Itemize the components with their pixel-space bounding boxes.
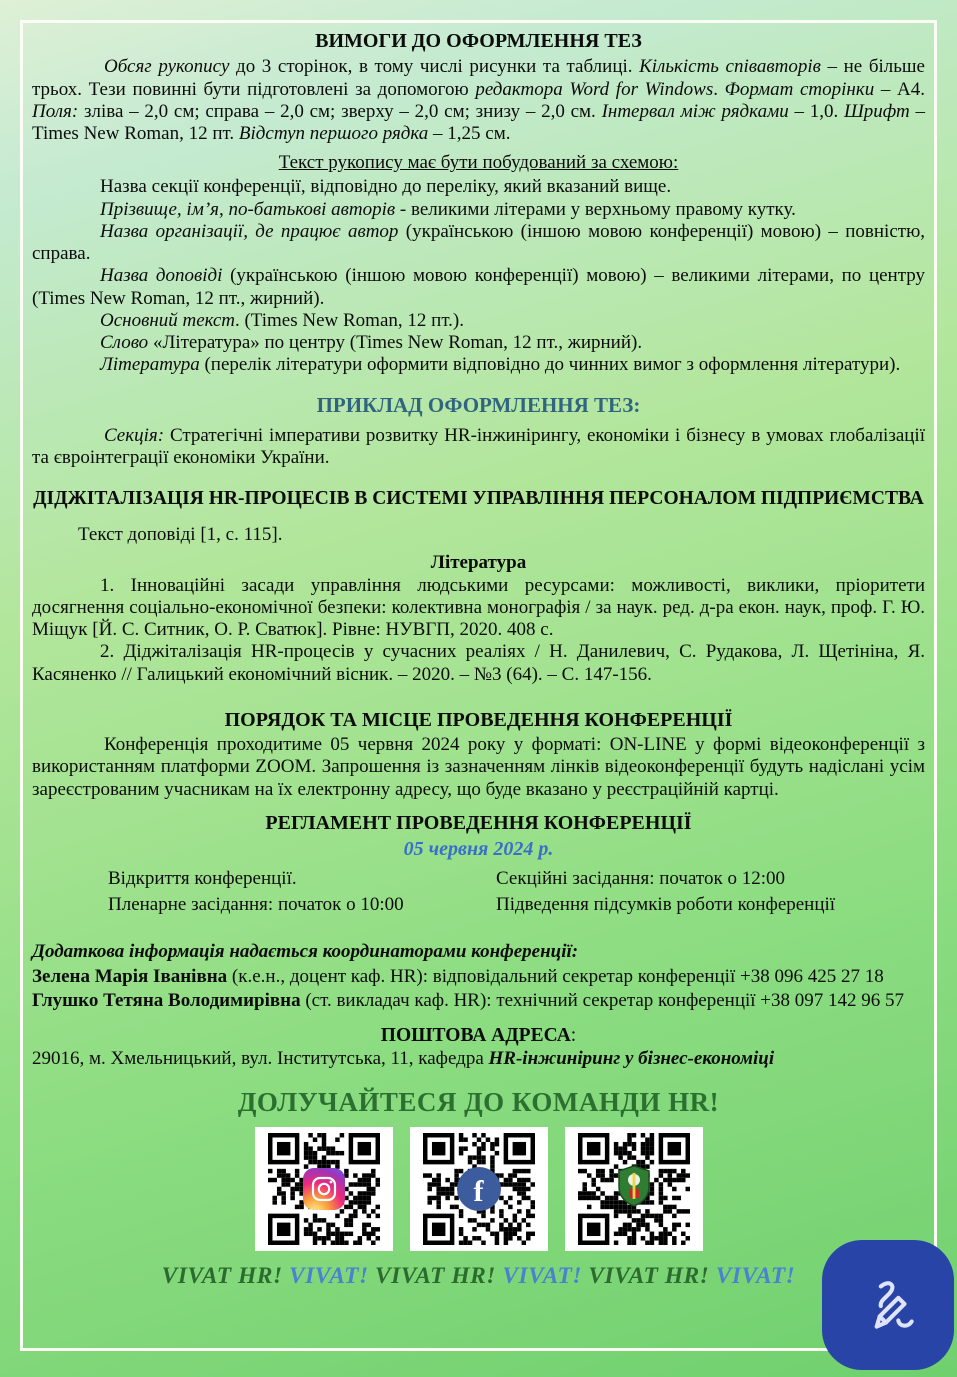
reference-item: 2. Діджіталізація HR-процесів у сучасних реаліях / Н. Данилевич, С. Рудакова, Л. Щетініна, Я. Касяненко // Галицький економічний вісник. – 2020. – №3 (64). – С. 147-156. xyxy=(32,641,925,685)
schedule-grid xyxy=(108,866,925,919)
requirements-intro: Обсяг рукопису до 3 сторінок, в тому числі рисунки та таблиці. Кількість співавторів – не більше трьох. Тези повинні бути підготовлені за допомогою редактора Word for Windows. Формат сторінки – А4. Поля: зліва – 2,0 см; справа – 2,0 см; зверху – 2,0 см; знизу – 2,0 см. Інтервал між рядками – 1,0. Шрифт – Times New Roman, 12 пт. Відступ першого рядка – 1,25 см. xyxy=(32,56,926,145)
example-section-line: Секція: Стратегічні імперативи розвитку HR-інжинірингу, економіки і бізнесу в умовах глобалізації та євроінтеграції економіки України. xyxy=(32,425,925,469)
university-crest-icon xyxy=(616,1165,652,1213)
university-qr-code xyxy=(565,1127,703,1251)
instagram-qr-code xyxy=(255,1127,393,1251)
qr-code-row xyxy=(32,1127,925,1251)
literature-heading: Література xyxy=(430,552,527,574)
venue-body: Конференція проходитиме 05 червня 2024 року у форматі: ON-LINE у формі відеоконференції з використанням платформи ZOOM. Запрошення із зазначенням лінків відеоконференції будуть надіслані усім зареєстрованим учасникам на їх електронну адресу, що буде вказано у реєстраційній картці. xyxy=(32,734,925,800)
signature-pen-icon xyxy=(855,1272,921,1338)
schema-item: Назва доповіді (українською (іншою мовою конференції) мовою) – великими літерами, по центру (Times New Roman, 12 пт., жирний). xyxy=(32,265,925,309)
requirements-title: ВИМОГИ ДО ОФОРМЛЕННЯ ТЕЗ xyxy=(315,30,642,52)
schema-item: Слово «Література» по центру (Times New Roman, 12 пт., жирний). xyxy=(100,332,643,354)
thesis-body-text: Текст доповіді [1, с. 115]. xyxy=(78,524,283,546)
example-heading: ПРИКЛАД ОФОРМЛЕННЯ ТЕЗ: xyxy=(316,393,641,418)
schedule-cell: Відкриття конференції. xyxy=(108,867,297,889)
thesis-title: ДІДЖІТАЛІЗАЦІЯ HR-ПРОЦЕСІВ В СИСТЕМІ УПРАВЛІННЯ ПЕРСОНАЛОМ ПІДПРИЄМСТВА xyxy=(33,488,924,510)
coordinator-line: Зелена Марія Іванівна (к.е.н., доцент каф. HR): відповідальний секретар конференції +38 096 425 27 18 xyxy=(32,965,884,987)
document-content xyxy=(32,30,925,1291)
instagram-icon xyxy=(303,1168,345,1210)
schedule-cell: Пленарне засідання: початок о 10:00 xyxy=(108,894,404,916)
schema-item: Література (перелік літератури оформити відповідно до чинних вимог з оформлення літератури). xyxy=(100,354,901,376)
coordinator-line: Глушко Тетяна Володимирівна (ст. викладач каф. HR): технічний секретар конференції +38 097 142 96 57 xyxy=(32,990,905,1012)
schema-item: Прізвище, ім’я, по-батькові авторів - великими літерами у верхньому правому кутку. xyxy=(100,198,796,220)
schedule-cell: Підведення підсумків роботи конференції xyxy=(496,894,836,916)
edit-signature-button[interactable] xyxy=(822,1240,954,1370)
postal-address: 29016, м. Хмельницький, вул. Інститутська, 11, кафедра HR-інжиніринг у бізнес-економіці xyxy=(32,1047,775,1069)
schedule-cell: Секційні засідання: початок о 12:00 xyxy=(496,867,785,889)
conference-date: 05 червня 2024 р. xyxy=(403,838,554,861)
contacts-heading: Додаткова інформація надається координаторами конференції: xyxy=(32,940,579,962)
facebook-qr-code xyxy=(410,1127,548,1251)
schema-item: Основний текст. (Times New Roman, 12 пт.). xyxy=(100,309,465,331)
facebook-icon: f xyxy=(457,1167,501,1211)
contacts-block xyxy=(32,940,925,1014)
vivat-slogan: VIVAT HR! VIVAT! VIVAT HR! VIVAT! VIVAT HR! VIVAT! xyxy=(161,1263,796,1290)
schema-item: Назва секції конференції, відповідно до переліку, який вказаний вище. xyxy=(100,176,672,198)
venue-heading: ПОРЯДОК ТА МІСЦЕ ПРОВЕДЕННЯ КОНФЕРЕНЦІЇ xyxy=(224,708,733,731)
schedule-heading: РЕГЛАМЕНТ ПРОВЕДЕННЯ КОНФЕРЕНЦІЇ xyxy=(265,811,692,834)
schema-heading: Текст рукопису має бути побудований за схемою: xyxy=(278,152,679,174)
reference-item: 1. Інноваційні засади управління людськими ресурсами: можливості, виклики, пріоритети досягнення соціально-економічної безпеки: колективна монографія / за наук. ред. д-ра екон. наук, проф. Г. Ю. Міщук [Й. С. Ситник, О. Р. Сватюк]. Рівне: НУВГП, 2020. 408 с. xyxy=(32,574,925,641)
postal-heading: ПОШТОВА АДРЕСА: xyxy=(380,1024,577,1046)
join-heading: ДОЛУЧАЙТЕСЯ ДО КОМАНДИ HR! xyxy=(237,1086,720,1117)
schema-item: Назва організації, де працює автор (українською (іншою мовою конференції) мовою) – повністю, справа. xyxy=(32,220,926,265)
